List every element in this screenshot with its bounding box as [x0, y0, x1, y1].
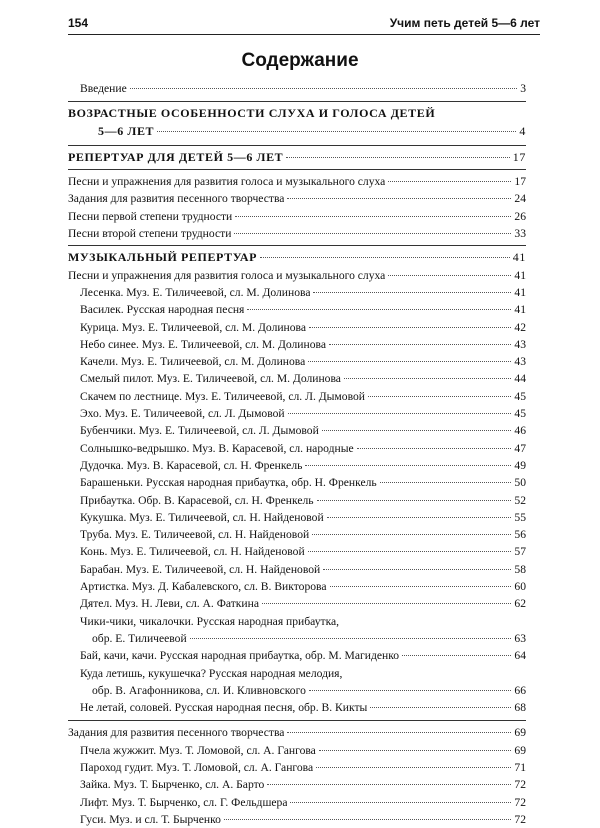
toc-page-number: 3: [520, 82, 526, 95]
toc-entry[interactable]: [68, 794, 526, 811]
toc-entry[interactable]: [68, 208, 526, 225]
dot-leader: [317, 500, 512, 501]
section-rule: [68, 101, 526, 102]
toc-entry[interactable]: [68, 440, 526, 457]
toc-entry-text: Курица. Муз. Е. Тиличеевой, сл. М. Долинова: [80, 320, 307, 334]
toc-page-number: 72: [514, 812, 526, 826]
toc-page-number: 4: [519, 123, 526, 138]
toc-entry[interactable]: [68, 225, 526, 242]
toc-entry-text: Бай, качи, качи. Русская народная прибаутка, обр. М. Магиденко: [80, 649, 400, 663]
toc-entry-text: Барашеньки. Русская народная прибаутка, обр. Н. Френкель: [80, 476, 377, 490]
toc-entry-text: Дудочка. Муз. В. Карасевой, сл. Н. Френкель: [80, 458, 303, 472]
toc-entry[interactable]: [68, 405, 526, 422]
toc-entry-text: Небо синее. Муз. Е. Тиличеевой, сл. М. Долинова: [80, 337, 326, 351]
toc-entry[interactable]: [68, 561, 526, 578]
toc-entry[interactable]: [68, 776, 526, 793]
section-rule: [68, 145, 526, 146]
dot-leader: [262, 603, 511, 604]
dot-leader: [224, 819, 511, 820]
toc-entry-text: Кукушка. Муз. Е. Тиличеевой, сл. Н. Найденовой: [80, 510, 324, 524]
toc-entry-text: Песни и упражнения для развития голоса и музыкального слуха: [68, 175, 386, 189]
toc-entry-text: Лесенка. Муз. Е. Тиличеевой, сл. М. Долинова: [80, 285, 311, 299]
toc-page-number: 57: [514, 545, 526, 559]
dot-leader: [330, 586, 512, 587]
toc-page-number: 41: [514, 303, 526, 317]
toc-entry-text: Введение: [80, 82, 127, 95]
tasks-list: [68, 742, 526, 828]
toc-page-number: 69: [514, 743, 526, 757]
toc-entry[interactable]: [68, 301, 526, 318]
toc-entry[interactable]: [68, 173, 526, 190]
toc-entry[interactable]: [68, 190, 526, 207]
dot-leader: [370, 707, 511, 708]
dot-leader: [305, 465, 511, 466]
toc-entry[interactable]: [68, 388, 526, 405]
dot-leader: [309, 327, 511, 328]
toc-page-number: 60: [514, 580, 526, 594]
toc-entry-text: Пчела жужжит. Муз. Т. Ломовой, сл. А. Гангова: [80, 743, 316, 757]
toc-entry-text: Артистка. Муз. Д. Кабалевского, сл. В. Викторова: [80, 580, 327, 594]
toc-entry[interactable]: [68, 613, 526, 630]
toc-page-number: 69: [514, 726, 526, 740]
toc-page-number: 58: [514, 562, 526, 576]
toc-subsection[interactable]: [68, 267, 526, 284]
toc-page-number: 64: [514, 649, 526, 663]
dot-leader: [157, 131, 516, 132]
toc-page-number: 72: [514, 795, 526, 809]
toc-page-number: 68: [514, 701, 526, 715]
toc-entry-text: Пароход гудит. Муз. Т. Ломовой, сл. А. Гангова: [80, 760, 314, 774]
section-rule: [68, 169, 526, 170]
toc-entry[interactable]: [68, 742, 526, 759]
toc-page-number: 17: [512, 149, 526, 164]
dot-leader: [260, 257, 510, 258]
dot-leader: [287, 732, 511, 733]
dot-leader: [357, 448, 512, 449]
dot-leader: [388, 181, 511, 182]
toc-page-number: 62: [514, 597, 526, 611]
table-of-contents: [68, 80, 526, 828]
toc-entry-text: РЕПЕРТУАР ДЛЯ ДЕТЕЙ 5—6 ЛЕТ: [68, 149, 284, 164]
toc-entry[interactable]: [68, 284, 526, 301]
toc-page-number: 43: [514, 337, 526, 351]
songs-list: [68, 284, 526, 613]
toc-entry[interactable]: [68, 353, 526, 370]
toc-entry-intro[interactable]: [68, 80, 526, 97]
toc-entry-text: Солнышко-ведрышко. Муз. В. Карасевой, сл. народные: [80, 441, 354, 455]
dot-leader: [322, 430, 512, 431]
toc-entry-text: Куда летишь, кукушечка? Русская народная мелодия,: [80, 666, 343, 680]
toc-section-age[interactable]: [68, 105, 526, 140]
toc-page-number: 43: [514, 355, 526, 369]
toc-entry[interactable]: [68, 319, 526, 336]
toc-entry-text: 5—6 ЛЕТ: [98, 123, 155, 138]
toc-entry-text: Смелый пилот. Муз. Е. Тиличеевой, сл. М. Долинова: [80, 372, 341, 386]
toc-entry[interactable]: [68, 336, 526, 353]
toc-entry-text: обр. В. Агафонникова, сл. И. Кливновского: [92, 683, 306, 697]
toc-entry-text: Конь. Муз. Е. Тиличеевой, сл. Н. Найденовой: [80, 545, 305, 559]
toc-entry-text: Чики-чики, чикалочки. Русская народная прибаутка,: [80, 614, 340, 628]
toc-page-number: 45: [514, 389, 526, 403]
toc-section-line: ВОЗРАСТНЫЕ ОСОБЕННОСТИ СЛУХА И ГОЛОСА ДЕТЕЙ: [68, 106, 436, 121]
section-rule: [68, 245, 526, 246]
toc-page-number: 71: [514, 760, 526, 774]
running-header: [68, 14, 540, 35]
toc-page-number: 63: [514, 631, 526, 645]
dot-leader: [130, 88, 517, 89]
dot-leader: [323, 569, 511, 570]
toc-page-number: 26: [514, 209, 526, 223]
dot-leader: [312, 534, 511, 535]
toc-page-number: 50: [514, 476, 526, 490]
toc-entry[interactable]: [68, 665, 526, 682]
page-number: 154: [68, 16, 89, 30]
dot-leader: [288, 413, 512, 414]
toc-page-number: 56: [514, 528, 526, 542]
toc-entry-text: Песни второй степени трудности: [68, 227, 232, 241]
toc-page-number: 49: [514, 458, 526, 472]
dot-leader: [267, 784, 511, 785]
toc-entry-text: Эхо. Муз. Е. Тиличеевой, сл. Л. Дымовой: [80, 407, 285, 421]
toc-page-number: 44: [514, 372, 526, 386]
dot-leader: [402, 655, 511, 656]
toc-subsection[interactable]: [68, 724, 526, 741]
toc-entry[interactable]: [68, 595, 526, 612]
toc-section-line-2: [68, 123, 526, 140]
dot-leader: [290, 802, 511, 803]
toc-entry-text: Барабан. Муз. Е. Тиличеевой, сл. Н. Найденовой: [80, 562, 321, 576]
toc-entry-text: Песни первой степени трудности: [68, 209, 233, 223]
toc-entry-text: Лифт. Муз. Т. Бырченко, сл. Г. Фельдшера: [80, 795, 288, 809]
toc-entry[interactable]: [68, 492, 526, 509]
toc-page-number: 66: [514, 683, 526, 697]
toc-entry-text: Гуси. Муз. и сл. Т. Бырченко: [80, 812, 221, 826]
toc-entry-text: Качели. Муз. Е. Тиличеевой, сл. М. Долинова: [80, 355, 306, 369]
running-title: Учим петь детей 5—6 лет: [389, 16, 540, 30]
toc-entry-text: Скачем по лестнице. Муз. Е. Тиличеевой, сл. Л. Дымовой: [80, 389, 365, 403]
toc-entry-text: Задания для развития песенного творчества: [68, 726, 285, 740]
toc-page-number: 41: [514, 268, 526, 282]
dot-leader: [190, 638, 512, 639]
toc-page-number: 42: [514, 320, 526, 334]
toc-entry[interactable]: [68, 526, 526, 543]
toc-entry[interactable]: [68, 578, 526, 595]
dot-leader: [234, 233, 511, 234]
toc-page-number: 45: [514, 407, 526, 421]
toc-entry[interactable]: [68, 474, 526, 491]
dot-leader: [329, 344, 511, 345]
dot-leader: [247, 309, 511, 310]
toc-section-repertoire[interactable]: [68, 149, 526, 166]
dot-leader: [235, 216, 511, 217]
toc-entry-text: Бубенчики. Муз. Е. Тиличеевой, сл. Л. Дымовой: [80, 424, 319, 438]
dot-leader: [309, 690, 512, 691]
dot-leader: [316, 767, 511, 768]
toc-entry-text: Дятел. Муз. Н. Леви, сл. А. Фаткина: [80, 597, 259, 611]
toc-entry[interactable]: [68, 699, 526, 716]
toc-entry[interactable]: [68, 811, 526, 828]
dot-leader: [287, 198, 511, 199]
dot-leader: [388, 275, 511, 276]
dot-leader: [286, 157, 510, 158]
toc-entry[interactable]: [68, 543, 526, 560]
dot-leader: [380, 482, 512, 483]
toc-entry[interactable]: [68, 647, 526, 664]
toc-page-number: 52: [514, 493, 526, 507]
toc-page-number: 55: [514, 510, 526, 524]
dot-leader: [368, 396, 511, 397]
toc-entry-text: Василек. Русская народная песня: [80, 303, 245, 317]
dot-leader: [308, 361, 511, 362]
toc-entry-text: Задания для развития песенного творчества: [68, 192, 285, 206]
page-title: Содержание: [241, 50, 359, 71]
toc-entry[interactable]: [68, 370, 526, 387]
toc-entry-text: Зайка. Муз. Т. Бырченко, сл. А. Барто: [80, 778, 265, 792]
dot-leader: [308, 551, 512, 552]
toc-entry-continuation: [68, 630, 526, 647]
toc-entry[interactable]: [68, 422, 526, 439]
toc-entry-text: Прибаутка. Обр. В. Карасевой, сл. Н. Френкель: [80, 493, 314, 507]
toc-entry-text: МУЗЫКАЛЬНЫЙ РЕПЕРТУАР: [68, 250, 258, 265]
toc-entry[interactable]: [68, 457, 526, 474]
dot-leader: [313, 292, 511, 293]
dot-leader: [327, 517, 512, 518]
toc-page-number: 46: [514, 424, 526, 438]
toc-page-number: 41: [514, 285, 526, 299]
toc-entry-text: Не летай, соловей. Русская народная песня, обр. В. Кикты: [80, 701, 368, 715]
dot-leader: [344, 378, 511, 379]
toc-section-musical[interactable]: [68, 249, 526, 266]
toc-page-number: 47: [514, 441, 526, 455]
toc-entry[interactable]: [68, 759, 526, 776]
toc-page-number: 72: [514, 778, 526, 792]
toc-page-number: 24: [514, 192, 526, 206]
toc-entry-text: обр. Е. Тиличеевой: [92, 631, 187, 645]
toc-entry[interactable]: [68, 509, 526, 526]
toc-entry-continuation: [68, 682, 526, 699]
toc-page-number: 41: [512, 250, 526, 265]
toc-page-number: 17: [514, 175, 526, 189]
toc-entry-text: Труба. Муз. Е. Тиличеевой, сл. Н. Найденовой: [80, 528, 310, 542]
section-rule: [68, 720, 526, 721]
toc-page-number: 33: [514, 227, 526, 241]
toc-entry-text: Песни и упражнения для развития голоса и музыкального слуха: [68, 268, 386, 282]
